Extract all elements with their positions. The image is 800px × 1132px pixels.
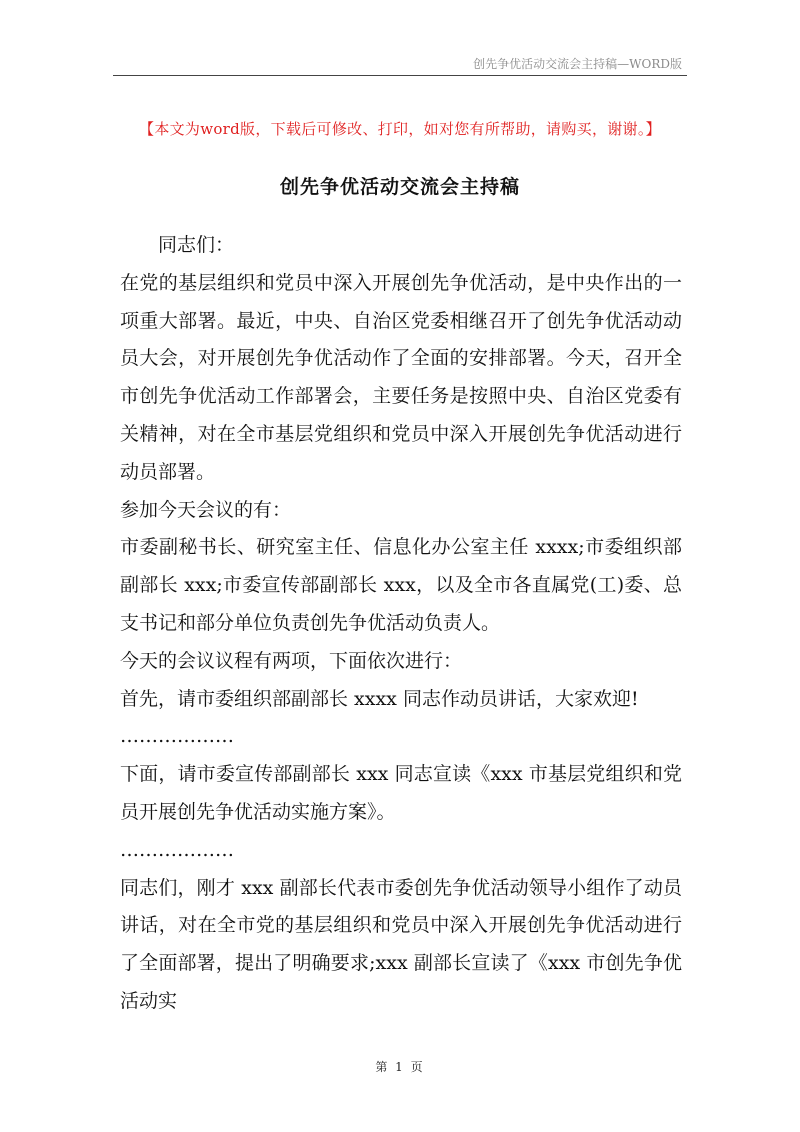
ellipsis-line: ……………… (120, 838, 234, 861)
paragraph: 参加今天会议的有： (120, 498, 292, 521)
paragraph: 在党的基层组织和党员中深入开展创先争优活动，是中央作出的一项重大部署。最近，中央、自治区党委相继召开了创先争优活动动员大会，对开展创先争优活动作了全面的安排部署。今天，召开全市创先争优活动工作部署会，主要任务是按照中央、自治区党委有关精神，对在全市基层党组织和党员中深入开展创先争优活动进行动员部署。 (120, 271, 682, 483)
page-number: 第 1 页 (375, 1060, 425, 1074)
paragraph: 同志们，刚才 xxx 副部长代表市委创先争优活动领导小组作了动员讲话，对在全市党的基层组织和党员中深入开展创先争优活动进行了全面部署，提出了明确要求;xxx 副部长宣读了《xxx 市创先争优活动实 (120, 876, 682, 1012)
document-body (120, 227, 682, 1021)
page-header-title: 创先争优活动交流会主持稿—WORD版 (473, 57, 682, 71)
salutation: 同志们： (158, 234, 235, 256)
paragraph: 市委副秘书长、研究室主任、信息化办公室主任 xxxx;市委组织部副部长 xxx;市委宣传部副部长 xxx，以及全市各直属党(工)委、总支书记和部分单位负责创先争优活动负责人。 (120, 536, 682, 634)
paragraph: 首先，请市委组织部副部长 xxxx 同志作动员讲话，大家欢迎! (120, 687, 639, 710)
purchase-notice: 【本文为word版，下载后可修改、打印，如对您有所帮助，请购买，谢谢。】 (139, 120, 661, 138)
paragraph: 下面，请市委宣传部副部长 xxx 同志宣读《xxx 市基层党组织和党员开展创先争优活动实施方案》。 (120, 763, 682, 823)
ellipsis-line: ……………… (120, 725, 234, 748)
paragraph: 今天的会议议程有两项，下面依次进行： (120, 649, 463, 672)
header-divider (113, 75, 687, 76)
document-title: 创先争优活动交流会主持稿 (279, 176, 520, 198)
